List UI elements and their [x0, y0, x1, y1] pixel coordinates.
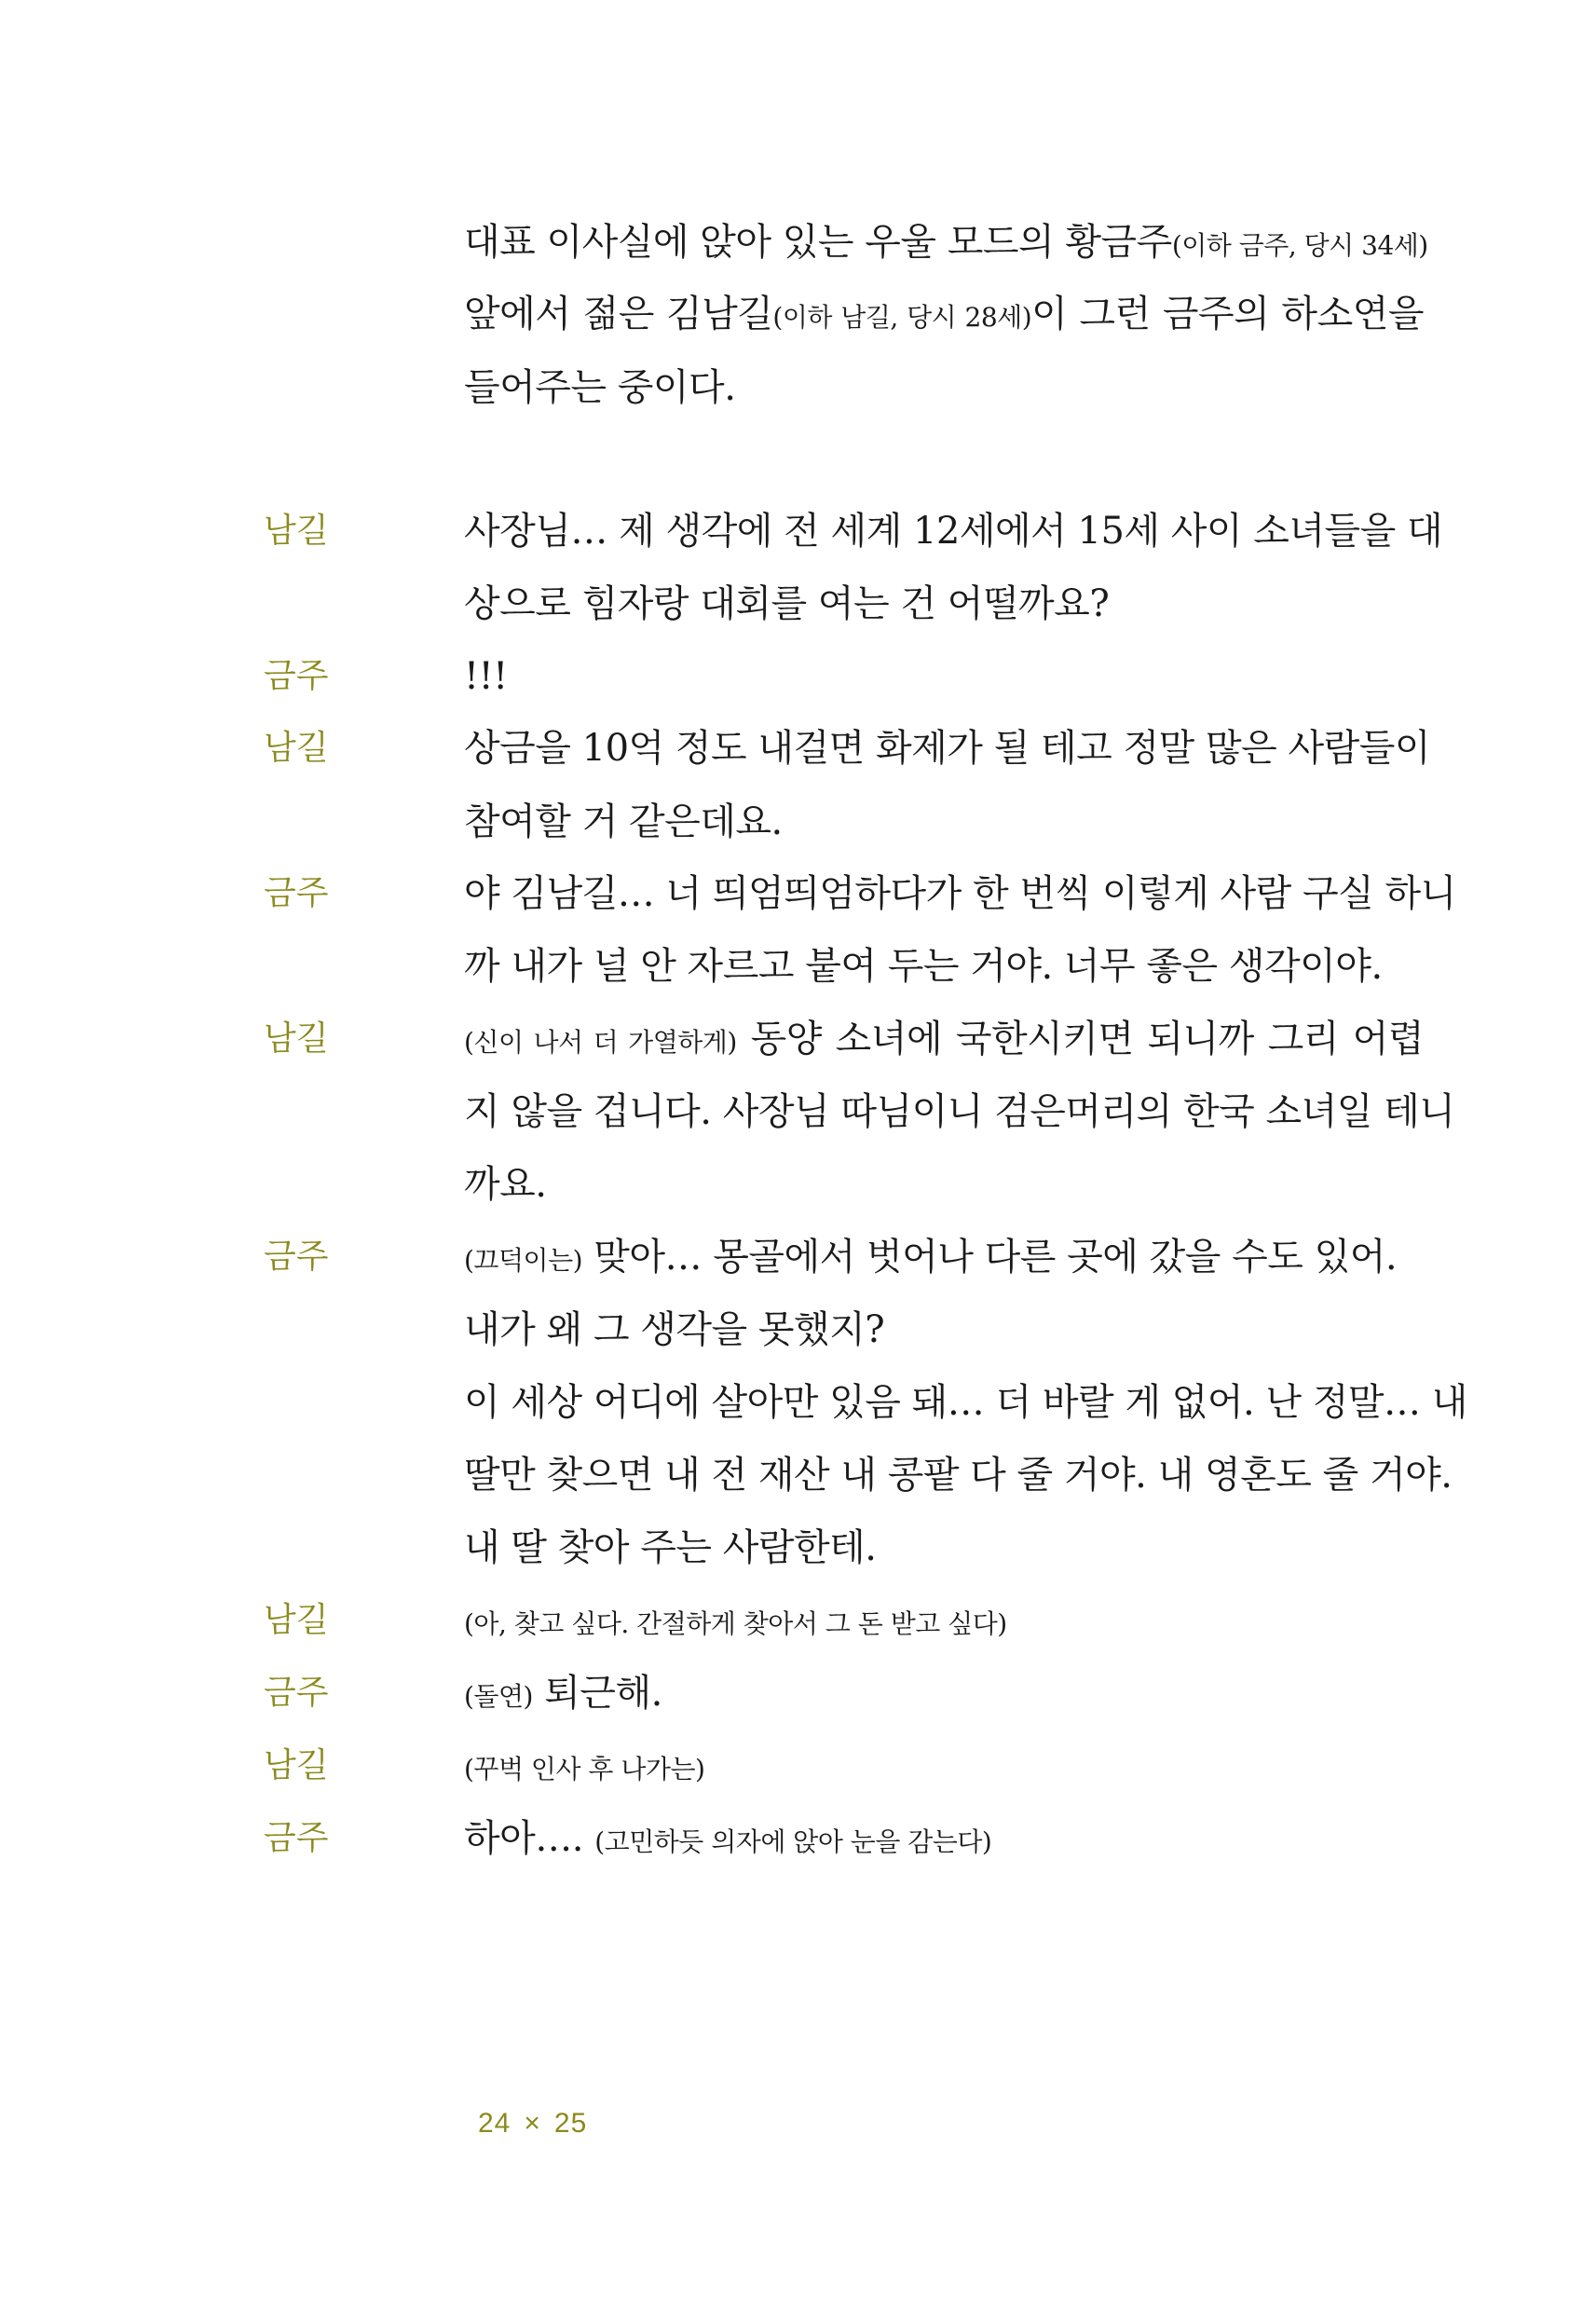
page-number [478, 2108, 587, 2140]
stage-direction: (끄덕이는) [464, 1245, 583, 1276]
dialogue-line: 까 내가 널 안 자르고 붙여 두는 거야. 너무 좋은 생각이야. [464, 945, 1383, 988]
stage-direction: (신이 나서 더 가열하게) [464, 1027, 737, 1058]
stage-direction: (꾸벅 인사 후 나가는) [464, 1754, 705, 1785]
speaker-name: 금주 [264, 1674, 329, 1712]
narration-text: 앞에서 젊은 김남길 [464, 293, 773, 335]
dialogue-line [464, 1221, 1424, 1293]
speaker-name: 남길 [264, 1601, 329, 1639]
dialogue-line [464, 1730, 1424, 1802]
narration-line-3: 들어주는 중이다. [464, 366, 736, 409]
dialogue-line [464, 1584, 1424, 1657]
narration-text: 대표 이사실에 앉아 있는 우울 모드의 황금주 [464, 221, 1172, 264]
stage-direction: (고민하듯 의자에 앉아 눈을 감는다) [594, 1826, 992, 1857]
page-separator: × [524, 2108, 541, 2139]
dialogue-line: 상으로 힘자랑 대회를 여는 건 어떨까요? [464, 582, 1110, 625]
stage-direction: (돌연) [464, 1681, 533, 1712]
narration-line-2 [464, 278, 1424, 350]
dialogue-text: 맞아… 몽골에서 벗어나 다른 곳에 갔을 수도 있어. [582, 1236, 1398, 1279]
dialogue-text: 하아…. [464, 1817, 595, 1860]
speaker-name: 남길 [264, 512, 329, 550]
dialogue-line: 딸만 찾으면 내 전 재산 내 콩팥 다 줄 거야. 내 영혼도 줄 거야. [464, 1454, 1453, 1497]
narration-aside: (이하 금주, 당시 34세) [1171, 230, 1428, 261]
dialogue-text: 동양 소녀에 국한시키면 되니까 그리 어렵 [736, 1018, 1424, 1060]
page-number-right: 25 [553, 2108, 588, 2139]
dialogue-line: 까요. [464, 1163, 547, 1206]
page-number-left: 24 [478, 2108, 512, 2139]
speaker-name: 남길 [264, 1019, 329, 1058]
narration-aside: (이하 남길, 당시 28세) [772, 302, 1032, 333]
narration-text: 이 그런 금주의 하소연을 [1031, 293, 1424, 335]
dialogue-line: 야 김남길… 너 띄엄띄엄하다가 한 번씩 이렇게 사람 구실 하니 [464, 872, 1456, 915]
dialogue-line [464, 1802, 1424, 1875]
speaker-name: 남길 [264, 729, 329, 767]
dialogue-line: 지 않을 겁니다. 사장님 따님이니 검은머리의 한국 소녀일 테니 [464, 1090, 1455, 1133]
speaker-name: 금주 [264, 1238, 329, 1276]
dialogue-text: 퇴근해. [532, 1672, 662, 1715]
speaker-name: 금주 [264, 1819, 329, 1857]
dialogue-line: 이 세상 어디에 살아만 있음 돼… 더 바랄 게 없어. 난 정말… 내 [464, 1381, 1467, 1424]
dialogue-line: 내가 왜 그 생각을 못했지? [464, 1308, 885, 1351]
speaker-name: 금주 [264, 874, 329, 912]
dialogue-line: 사장님… 제 생각에 전 세계 12세에서 15세 사이 소녀들을 대 [464, 510, 1443, 553]
dialogue-line: 참여할 거 같은데요. [464, 800, 783, 843]
narration-line-1 [464, 206, 1428, 279]
speaker-name: 금주 [264, 657, 329, 695]
stage-direction: (아, 찾고 싶다. 간절하게 찾아서 그 돈 받고 싶다) [464, 1608, 1007, 1639]
dialogue-line: !!! [464, 655, 508, 698]
dialogue-line [464, 1003, 1424, 1075]
dialogue-line: 내 딸 찾아 주는 사람한테. [464, 1526, 877, 1569]
dialogue-line [464, 1657, 1424, 1730]
dialogue-line: 상금을 10억 정도 내걸면 화제가 될 테고 정말 많은 사람들이 [464, 727, 1431, 770]
speaker-name: 남길 [264, 1746, 329, 1785]
